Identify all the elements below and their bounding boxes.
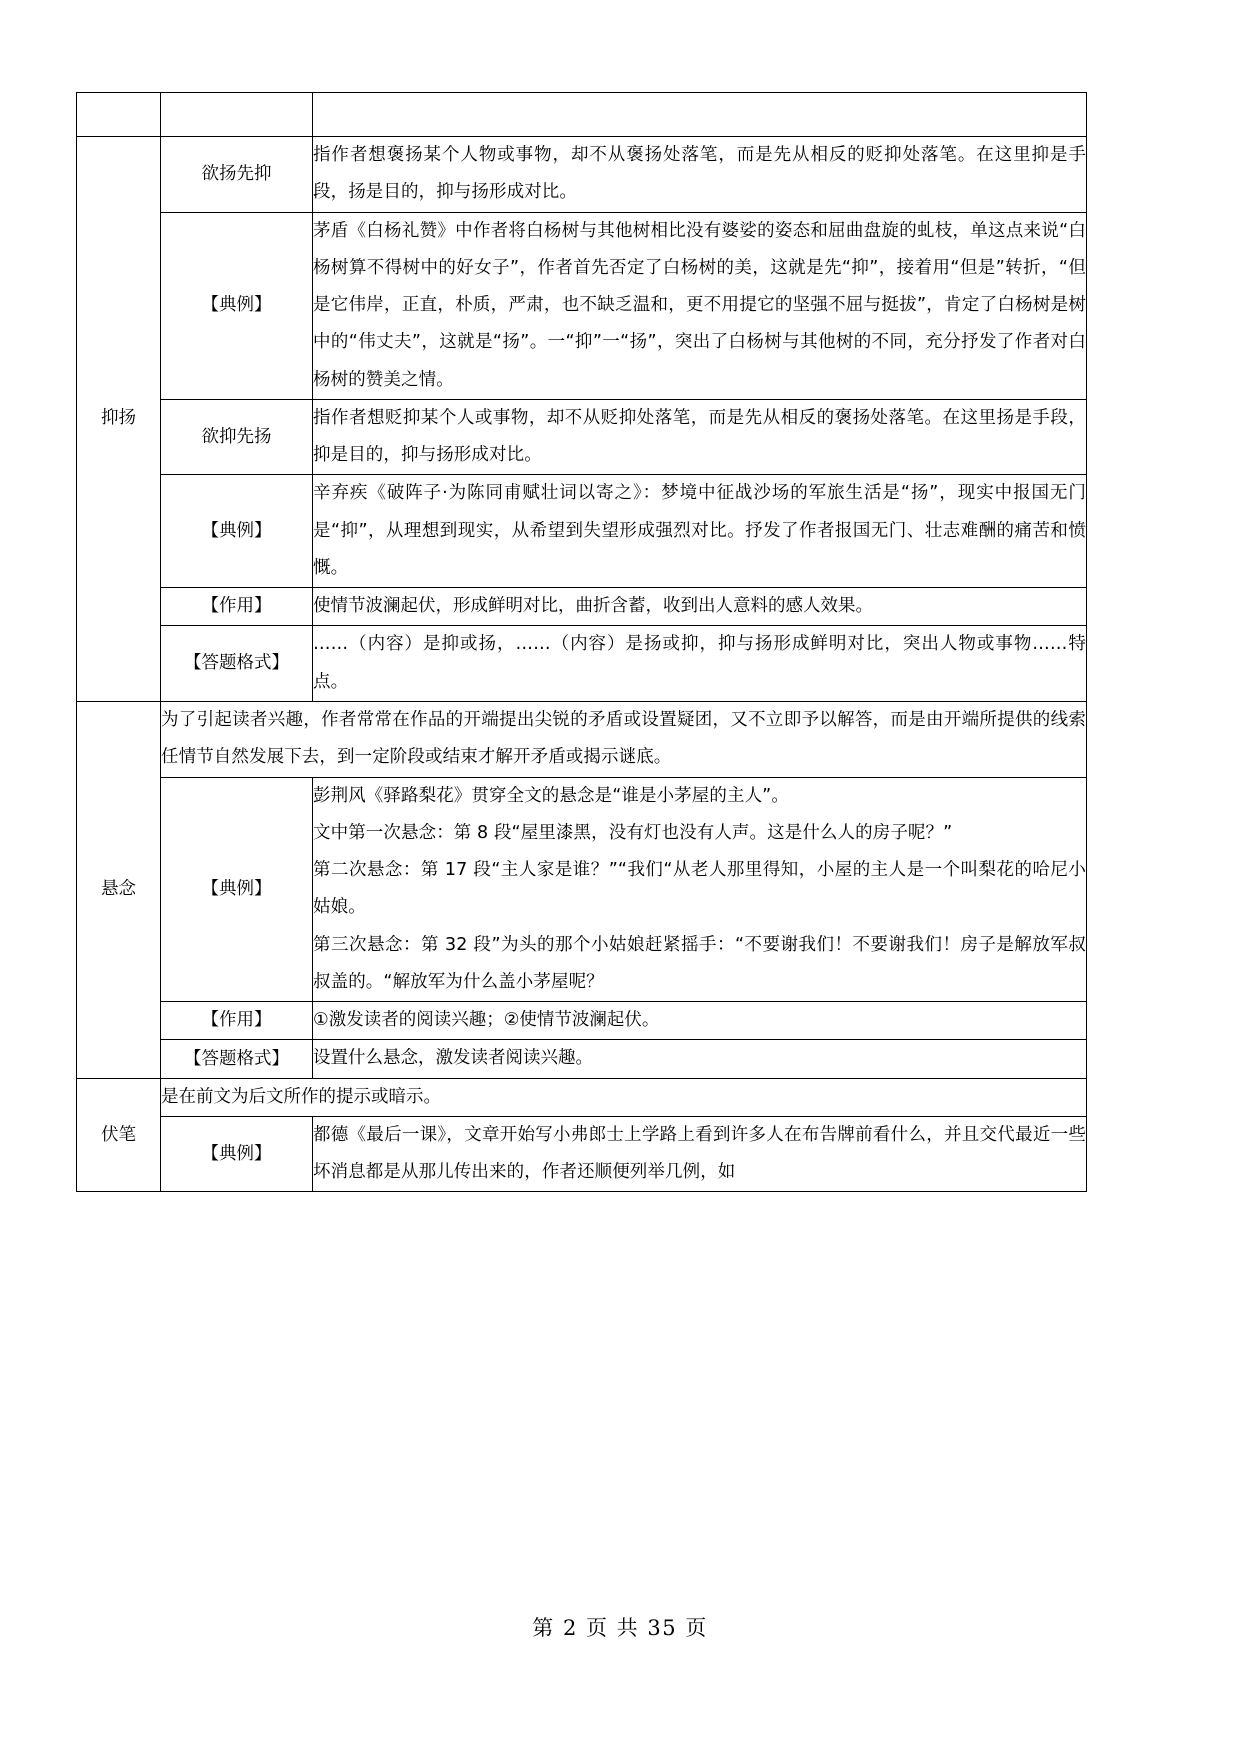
table-row (77, 626, 1087, 702)
label-yuyi-xianyang: 欲抑先扬 (161, 399, 313, 475)
label-dianli-3: 【典例】 (161, 777, 313, 1002)
label-datiformat-1: 【答题格式】 (161, 626, 313, 702)
category-fubi: 伏笔 (77, 1078, 161, 1192)
table-row (77, 1078, 1087, 1116)
label-datiformat-2: 【答题格式】 (161, 1040, 313, 1078)
label-zuoyong-2: 【作用】 (161, 1002, 313, 1040)
table-row (77, 399, 1087, 475)
table-row-continuation (77, 93, 1087, 137)
label-dianli-1: 【典例】 (161, 212, 313, 399)
table-row (77, 475, 1087, 588)
content-table-wrapper (76, 92, 1086, 1192)
text-xuannian-dianli (313, 777, 1087, 1002)
table-row (77, 1040, 1087, 1078)
text-yiyang-datiformat: ……（内容）是抑或扬，……（内容）是扬或抑，抑与扬形成鲜明对比，突出人物或事物……特点。 (313, 626, 1087, 702)
table-row (77, 588, 1087, 626)
text-fubi-dianli: 都德《最后一课》，文章开始写小弗郎士上学路上看到许多人在布告牌前看什么，并且交代最近一些坏消息都是从那儿传出来的，作者还顺便列举几例，如 (313, 1116, 1087, 1192)
cell-empty-content (313, 93, 1087, 137)
table-row (77, 701, 1087, 777)
text-yuyang-xianyi: 指作者想褒扬某个人物或事物，却不从褒扬处落笔，而是先从相反的贬抑处落笔。在这里抑是手段，扬是目的，抑与扬形成对比。 (313, 137, 1087, 213)
text-xuannian-definition: 为了引起读者兴趣，作者常常在作品的开端提出尖锐的矛盾或设置疑团，又不立即予以解答，而是由开端所提供的线索任情节自然发展下去，到一定阶段或结束才解开矛盾或揭示谜底。 (161, 701, 1087, 777)
label-yuyang-xianyi: 欲扬先抑 (161, 137, 313, 213)
table-row (77, 212, 1087, 399)
text-yuyi-xianyang-dianli: 辛弃疾《破阵子·为陈同甫赋壮词以寄之》：梦境中征战沙场的军旅生活是“扬”，现实中报国无门是“抑”，从理想到现实，从希望到失望形成强烈对比。抒发了作者报国无门、壮志难酬的痛苦和愤慨。 (313, 475, 1087, 588)
text-fubi-definition: 是在前文为后文所作的提示或暗示。 (161, 1078, 1087, 1116)
label-zuoyong-1: 【作用】 (161, 588, 313, 626)
dianli-line: 第三次悬念：第 32 段”为头的那个小姑娘赶紧摇手：“不要谢我们！不要谢我们！房子是解放军叔叔盖的。“解放军为什么盖小茅屋呢？ (313, 934, 1086, 992)
text-yiyang-zuoyong: 使情节波澜起伏，形成鲜明对比，曲折含蓄，收到出人意料的感人效果。 (313, 588, 1087, 626)
table-row (77, 777, 1087, 1002)
text-xuannian-zuoyong: ①激发读者的阅读兴趣；②使情节波澜起伏。 (313, 1002, 1087, 1040)
table-row (77, 1116, 1087, 1192)
category-yiyang: 抑扬 (77, 137, 161, 702)
dianli-line: 文中第一次悬念：第 8 段“屋里漆黑，没有灯也没有人声。这是什么人的房子呢？” (313, 822, 953, 843)
table-row (77, 1002, 1087, 1040)
label-dianli-2: 【典例】 (161, 475, 313, 588)
category-xuannian: 悬念 (77, 701, 161, 1078)
dianli-line: 彭荆风《驿路梨花》贯穿全文的悬念是“谁是小茅屋的主人”。 (313, 785, 789, 806)
page-footer: 第 2 页 共 35 页 (532, 1616, 708, 1640)
text-yuyang-xianyi-dianli: 茅盾《白杨礼赞》中作者将白杨树与其他树相比没有婆娑的姿态和屈曲盘旋的虬枝，单这点来说“白杨树算不得树中的好女子”，作者首先否定了白杨树的美，这就是先“抑”，接着用“但是”转折，“但是它伟岸，正直，朴质，严肃，也不缺乏温和，更不用提它的坚强不屈与挺拔”，肯定了白杨树是树中的“伟丈夫”，这就是“扬”。一“抑”一“扬”，突出了白杨树与其他树的不同，充分抒发了作者对白杨树的赞美之情。 (313, 212, 1087, 399)
label-dianli-4: 【典例】 (161, 1116, 313, 1192)
cell-empty-label (161, 93, 313, 137)
text-yuyi-xianyang: 指作者想贬抑某个人或事物，却不从贬抑处落笔，而是先从相反的褒扬处落笔。在这里扬是手段，抑是目的，抑与扬形成对比。 (313, 399, 1087, 475)
content-table (76, 92, 1087, 1192)
table-row (77, 137, 1087, 213)
text-xuannian-datiformat: 设置什么悬念，激发读者阅读兴趣。 (313, 1040, 1087, 1078)
cell-empty-category (77, 93, 161, 137)
dianli-line: 第二次悬念：第 17 段“主人家是谁？”“我们“从老人那里得知，小屋的主人是一个叫梨花的哈尼小姑娘。 (313, 860, 1086, 918)
